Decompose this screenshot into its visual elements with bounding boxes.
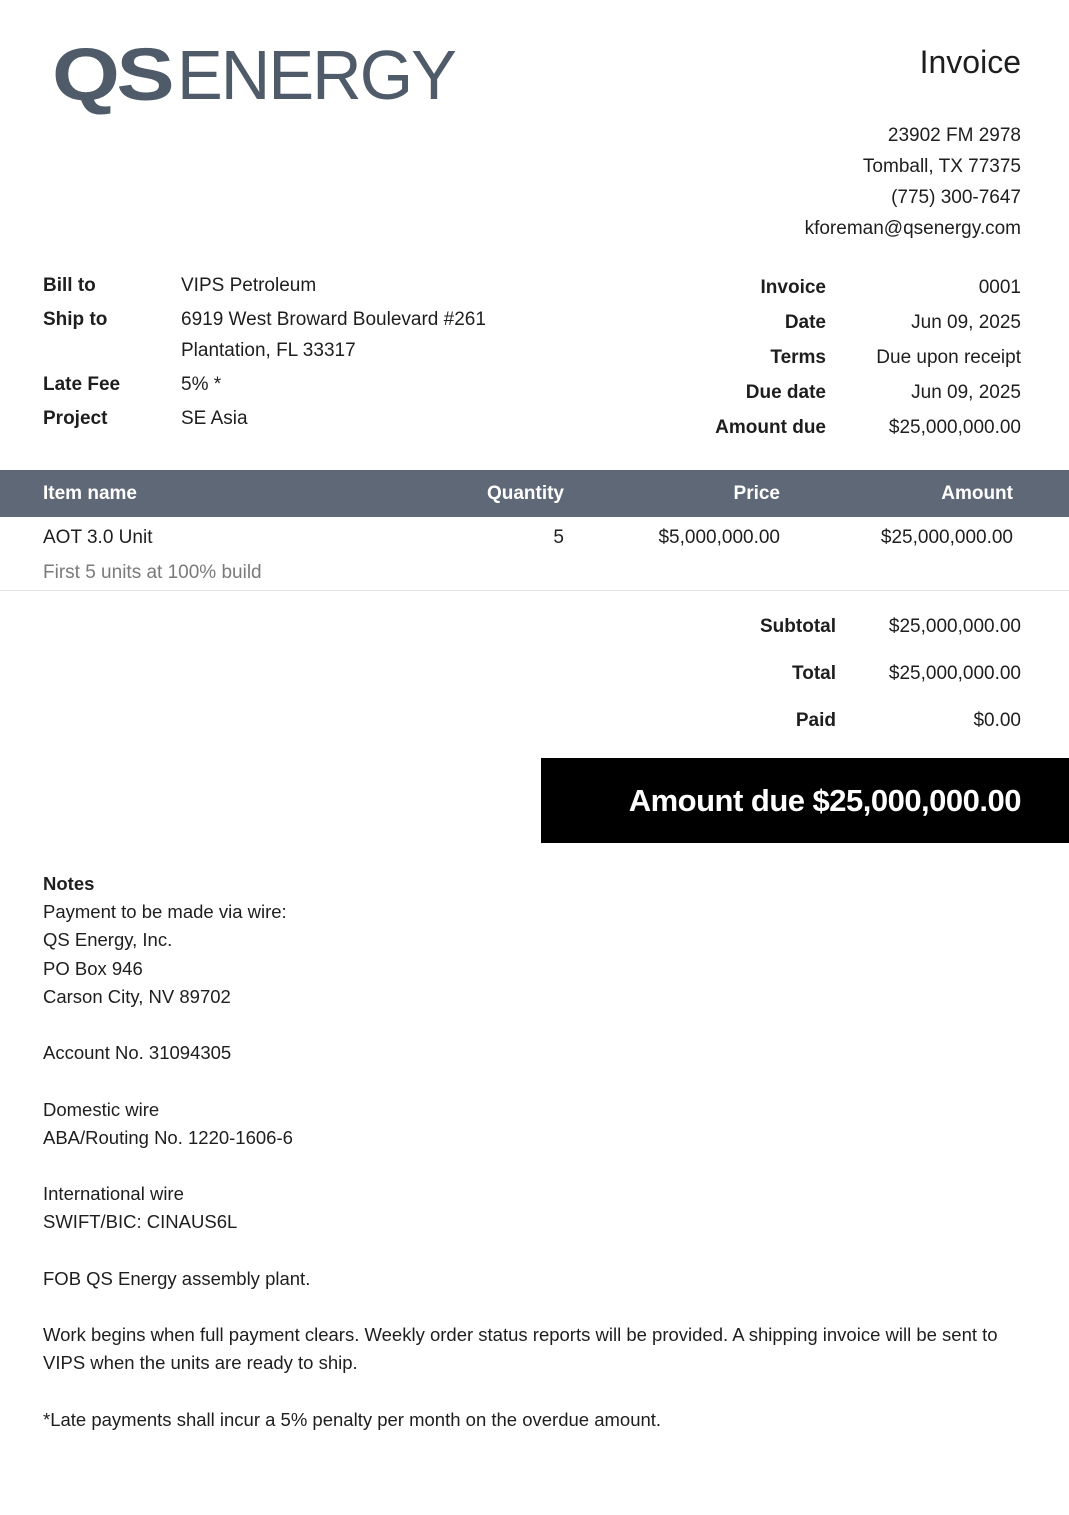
ship-to-label: Ship to: [43, 309, 108, 330]
amount-due-banner: [541, 758, 1069, 843]
notes-spacer: [43, 1152, 1028, 1180]
company-logo: [52, 33, 461, 116]
notes-section: [43, 870, 1028, 1434]
totals-summary: [701, 603, 1021, 744]
project-row: [43, 403, 543, 434]
ship-to-value: [181, 304, 543, 366]
project-value: SE Asia: [181, 408, 248, 429]
logo-energy-text: ENERGY: [176, 36, 455, 114]
terms-row: [681, 340, 1021, 375]
total-row: [701, 650, 1021, 697]
subtotal-row: [701, 603, 1021, 650]
invoice-number-label: Invoice: [760, 276, 826, 298]
company-address: [805, 120, 1021, 244]
due-date-value: Jun 09, 2025: [911, 381, 1021, 403]
column-header-quantity: Quantity: [486, 483, 564, 504]
item-description: First 5 units at 100% build: [43, 562, 262, 583]
late-fee-label: Late Fee: [43, 374, 121, 395]
item-name: AOT 3.0 Unit: [43, 527, 153, 548]
notes-title: Notes: [43, 873, 95, 894]
table-row: [0, 517, 1069, 591]
project-label: Project: [43, 408, 108, 429]
amount-due-row: [681, 410, 1021, 445]
amount-due-label: Amount due: [715, 416, 826, 438]
item-amount: $25,000,000.00: [880, 527, 1013, 548]
ship-to-line1: 6919 West Broward Boulevard #261: [181, 309, 486, 330]
due-date-row: [681, 375, 1021, 410]
item-quantity: 5: [553, 527, 564, 548]
notes-po-box: PO Box 946: [43, 957, 143, 979]
notes-routing-number: ABA/Routing No. 1220-1606-6: [43, 1126, 293, 1148]
banner-label: Amount due: [628, 782, 805, 818]
terms-label: Terms: [770, 346, 826, 368]
notes-swift-code: SWIFT/BIC: CINAUS6L: [43, 1211, 238, 1233]
notes-payee-city: Carson City, NV 89702: [43, 985, 231, 1007]
notes-payee-name: QS Energy, Inc.: [43, 929, 173, 951]
company-email: kforeman@qsenergy.com: [804, 218, 1021, 239]
ship-to-row: [43, 304, 543, 366]
paid-label: Paid: [795, 709, 836, 731]
logo-qs-text: QS: [52, 33, 172, 116]
subtotal-label: Subtotal: [760, 615, 836, 637]
billing-info: [43, 270, 543, 434]
bill-to-label: Bill to: [43, 275, 96, 296]
notes-fob: FOB QS Energy assembly plant.: [43, 1267, 311, 1289]
notes-spacer: [43, 1378, 1028, 1406]
items-table-header: [0, 470, 1069, 517]
bill-to-value: VIPS Petroleum: [181, 275, 317, 296]
late-fee-row: [43, 369, 543, 400]
invoice-date-value: Jun 09, 2025: [911, 311, 1021, 333]
company-city: Tomball, TX 77375: [862, 156, 1021, 177]
late-fee-value: 5% *: [181, 374, 222, 395]
banner-value: $25,000,000.00: [812, 782, 1021, 818]
paid-value: $0.00: [973, 709, 1021, 731]
invoice-number-value: 0001: [978, 276, 1021, 298]
notes-payment-method: Payment to be made via wire:: [43, 901, 287, 923]
invoice-meta: [681, 270, 1021, 445]
notes-spacer: [43, 1067, 1028, 1095]
notes-domestic-label: Domestic wire: [43, 1098, 160, 1120]
bill-to-row: [43, 270, 543, 301]
notes-late-penalty: *Late payments shall incur a 5% penalty per month on the overdue amount.: [43, 1408, 662, 1430]
company-street: 23902 FM 2978: [887, 125, 1021, 146]
due-date-label: Due date: [745, 381, 826, 403]
invoice-date-label: Date: [784, 311, 826, 333]
paid-row: [701, 697, 1021, 744]
column-header-price: Price: [733, 483, 780, 504]
amount-due-value: $25,000,000.00: [888, 416, 1021, 438]
item-price: $5,000,000.00: [658, 527, 780, 548]
company-phone: (775) 300-7647: [891, 187, 1021, 208]
notes-spacer: [43, 1011, 1028, 1039]
notes-work-terms: Work begins when full payment clears. Weekly order status reports will be provided. A shipping invoice will be sent to VIPS when the units are ready to ship.: [43, 1324, 998, 1374]
invoice-date-row: [681, 305, 1021, 340]
notes-international-label: International wire: [43, 1183, 184, 1205]
notes-account-number: Account No. 31094305: [43, 1042, 232, 1064]
column-header-amount: Amount: [941, 483, 1013, 504]
column-header-item: Item name: [43, 483, 137, 504]
total-value: $25,000,000.00: [888, 662, 1021, 684]
total-label: Total: [792, 662, 836, 684]
page-title: Invoice: [919, 44, 1021, 80]
terms-value: Due upon receipt: [876, 346, 1021, 368]
invoice-number-row: [681, 270, 1021, 305]
subtotal-value: $25,000,000.00: [888, 615, 1021, 637]
notes-spacer: [43, 1237, 1028, 1265]
notes-spacer: [43, 1293, 1028, 1321]
ship-to-line2: Plantation, FL 33317: [181, 340, 356, 361]
